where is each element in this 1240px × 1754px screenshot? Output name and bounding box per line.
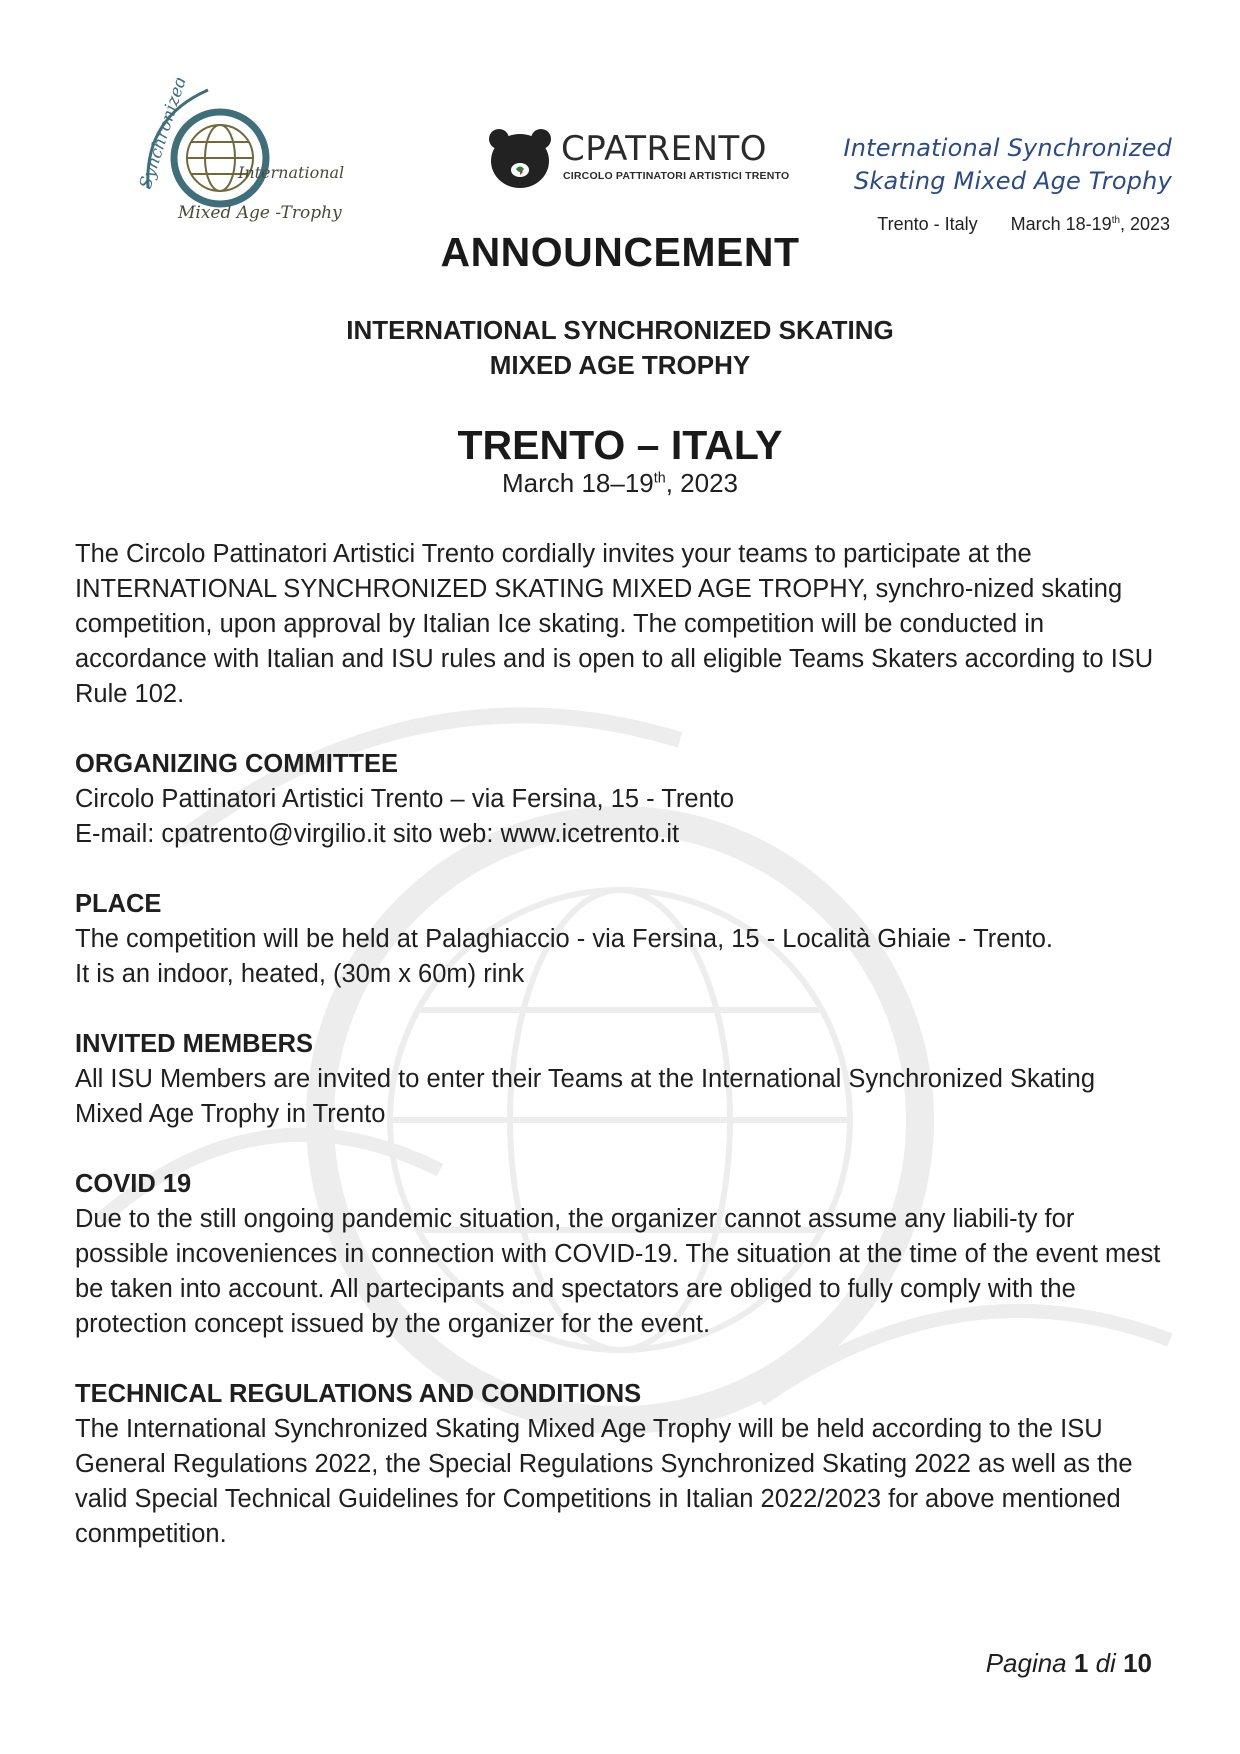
announcement-title: ANNOUNCEMENT (440, 229, 800, 275)
intro-paragraph: The Circolo Pattinatori Artistici Trento cordially invites your teams to participate at the INTERNATIONAL SYNCHRONIZED SKATING MIXED AGE TROPHY, synchro-nized skating competition, upon approval by Italian Ice skating. The competition will be conducted in accordance with Italian and ISU rules and is open to all eligible Teams Skaters according to ISU Rule 102. (75, 540, 1154, 708)
cpatrento-logo (487, 127, 790, 189)
section-title: COVID 19 (75, 1170, 192, 1198)
section-line: E-mail: cpatrento@virgilio.it sito web: www.icetrento.it (75, 820, 680, 848)
event-title-line-2: MIXED AGE TROPHY (489, 350, 751, 380)
trophy-line-2: Skating Mixed Age Trophy (853, 167, 1172, 195)
event-title-line-1: INTERNATIONAL SYNCHRONIZED SKATING (346, 315, 894, 345)
section-text: Due to the still ongoing pandemic situation, the organizer cannot assume any liabili-ty for possible incoveniences in connection with COVID-19. The situation at the time of the event mest be taken into account. All partecipants and spectators are obliged to fully comply with the protection concept issued by the organizer for the event. (75, 1205, 1161, 1338)
org-name: CPATRENTO (561, 129, 768, 169)
logo-text-international: International (238, 163, 345, 182)
section-organizing (75, 747, 1165, 852)
page-number: Pagina 1 di 10 (985, 1648, 1152, 1678)
org-subtitle: CIRCOLO PATTINATORI ARTISTICI TRENTO (563, 170, 790, 182)
city-title: TRENTO – ITALY (457, 422, 783, 468)
event-date: March 18–19th, 2023 (502, 468, 738, 498)
section-line: It is an indoor, heated, (30m x 60m) rink (75, 960, 525, 988)
logo-text-mixed: Mixed Age -Trophy (178, 203, 342, 223)
section-covid (75, 1167, 1165, 1342)
section-line: Circolo Pattinatori Artistici Trento – via Fersina, 15 - Trento (75, 785, 735, 813)
section-technical (75, 1377, 1165, 1552)
header-date: March 18-19th, 2023 (1010, 214, 1170, 234)
section-place (75, 887, 1165, 992)
bear-icon (487, 127, 553, 189)
document-body (75, 537, 1165, 1552)
header-location: Trento - Italy (877, 214, 978, 234)
trophy-heading (732, 132, 1172, 198)
section-invited (75, 1027, 1165, 1132)
trophy-logo (138, 78, 374, 248)
section-text: The International Synchronized Skating Mixed Age Trophy will be held according to the ISU General Regulations 2022, the Special Regulations Synchronized Skating 2022 as well as the valid Special Technical Guidelines for Competitions in Italian 2022/2023 for above mentioned conmpetition. (75, 1415, 1133, 1548)
trophy-line-1: International Synchronized (843, 134, 1172, 162)
logo-text-sync: Synchronized Skating (138, 78, 214, 192)
section-text: All ISU Members are invited to enter their Teams at the International Synchronized Skating Mixed Age Trophy in Trento (75, 1065, 1096, 1128)
section-title: INVITED MEMBERS (75, 1030, 314, 1058)
section-line: The competition will be held at Palaghiaccio - via Fersina, 15 - Località Ghiaie - Trento. (75, 925, 1053, 953)
section-title: PLACE (75, 890, 162, 918)
section-title: ORGANIZING COMMITTEE (75, 750, 398, 778)
event-title (0, 313, 1240, 383)
section-title: TECHNICAL REGULATIONS AND CONDITIONS (75, 1380, 642, 1408)
